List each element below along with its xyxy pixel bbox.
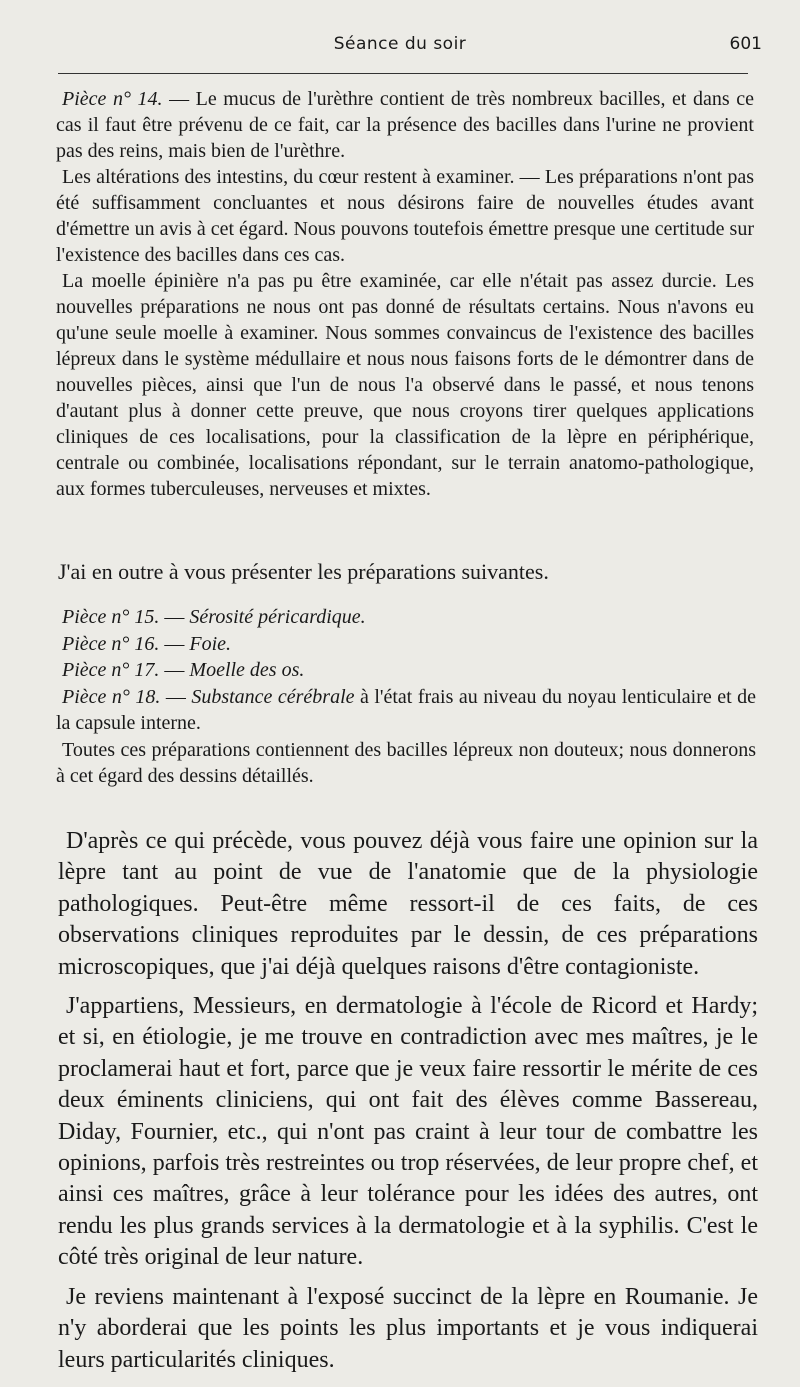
page-header	[0, 28, 800, 64]
piece-label: Pièce n° 15.	[62, 606, 160, 628]
piece-title: Sérosité péricardique.	[189, 606, 366, 628]
piece-title: Foie.	[189, 632, 232, 655]
paragraph-text: — Le mucus de l'urèthre contient de très nombreux bacilles, et dans ce cas il faut être prévenu de ce fait, car la présence des bacilles dans l'urine ne provient pas des reins, mais bien de l'urèthre.	[56, 88, 754, 162]
dash: —	[159, 632, 190, 655]
piece-label: Pièce n° 17.	[62, 659, 160, 681]
page-number: 601	[729, 34, 762, 54]
dash: —	[159, 606, 190, 628]
paragraph: Toutes ces préparations contiennent des bacilles lépreux non douteux; nous donnerons à cet égard des dessins détaillés.	[56, 738, 756, 787]
header-rule	[58, 73, 748, 74]
list-item	[56, 684, 756, 737]
paragraph	[56, 86, 754, 164]
section-discussion	[58, 826, 758, 1384]
piece-title: Substance cérébrale	[191, 685, 355, 708]
paragraph: Je reviens maintenant à l'exposé succinct de la lèpre en Roumanie. Je n'y aborderai que les points les plus importants et je vous indiquerai leurs particularités cliniques.	[58, 1283, 758, 1373]
piece-rest: à l'état frais au niveau du noyau lenticulaire et de la capsule interne.	[56, 685, 757, 734]
dash: —	[159, 659, 190, 681]
running-title: Séance du soir	[333, 34, 467, 54]
section-specimens	[56, 86, 754, 502]
piece-title: Moelle des os.	[189, 659, 305, 681]
dash: —	[160, 685, 192, 708]
paragraph: J'appartiens, Messieurs, en dermatologie à l'école de Ricord et Hardy; et si, en étiologie, je me trouve en contradiction avec mes maîtres, je le proclamerai haut et fort, parce que je veux faire ressortir le mérite de ces deux éminents cliniciens, qui ont fait des élèves comme Bassereau, Diday, Fournier, etc., qui n'ont pas craint à leur tour de combattre les opinions, parfois très restreintes ou trop réservées, de leur propre chef, et ainsi ces maîtres, grâce à leur tolérance pour les idées des autres, ont rendu les plus grands services à la dermatologie et à la syphilis. C'est le côté très original de leur nature.	[58, 993, 758, 1271]
piece-label: Pièce n° 18.	[62, 685, 161, 708]
paragraph: La moelle épinière n'a pas pu être examinée, car elle n'était pas assez durcie. Les nouvelles préparations ne nous ont pas donné de résultats certains. Nous n'avons eu qu'une seule moelle à examiner. Nous sommes convaincus de l'existence des bacilles lépreux dans le système médullaire et nous nous faisons forts de le démontrer dans de nouvelles pièces, ainsi que l'un de nous l'a observé dans le passé, et nous tenons d'autant plus à donner cette preuve, que nous croyons tirer quelques applications cliniques de ces localisations, pour la classification de la lèpre en périphérique, centrale ou combinée, localisations répondant, sur le terrain anatomo-pathologique, aux formes tuberculeuses, nerveuses et mixtes.	[56, 270, 754, 500]
intro-sentence: J'ai en outre à vous présenter les préparations suivantes.	[58, 559, 549, 584]
pieces-list	[56, 604, 756, 790]
list-item	[56, 631, 756, 658]
piece-label: Pièce n° 14.	[62, 88, 163, 110]
list-item	[56, 657, 756, 684]
list-item	[56, 604, 756, 631]
piece-label: Pièce n° 16.	[62, 632, 160, 655]
paragraph: Les altérations des intestins, du cœur restent à examiner. — Les préparations n'ont pas été suffisamment concluantes et nous désirons faire de nouvelles études avant d'émettre un avis à cet égard. Nous pouvons toutefois émettre presque une certitude sur l'existence des bacilles dans ces cas.	[56, 166, 754, 266]
paragraph: D'après ce qui précède, vous pouvez déjà vous faire une opinion sur la lèpre tant au point de vue de l'anatomie que de la physiologie pathologiques. Peut-être même ressort-il de ces faits, de ces observations cliniques reproduites par le dessin, de ces préparations microscopiques, que j'ai déjà quelques raisons d'être contagioniste.	[58, 828, 758, 980]
